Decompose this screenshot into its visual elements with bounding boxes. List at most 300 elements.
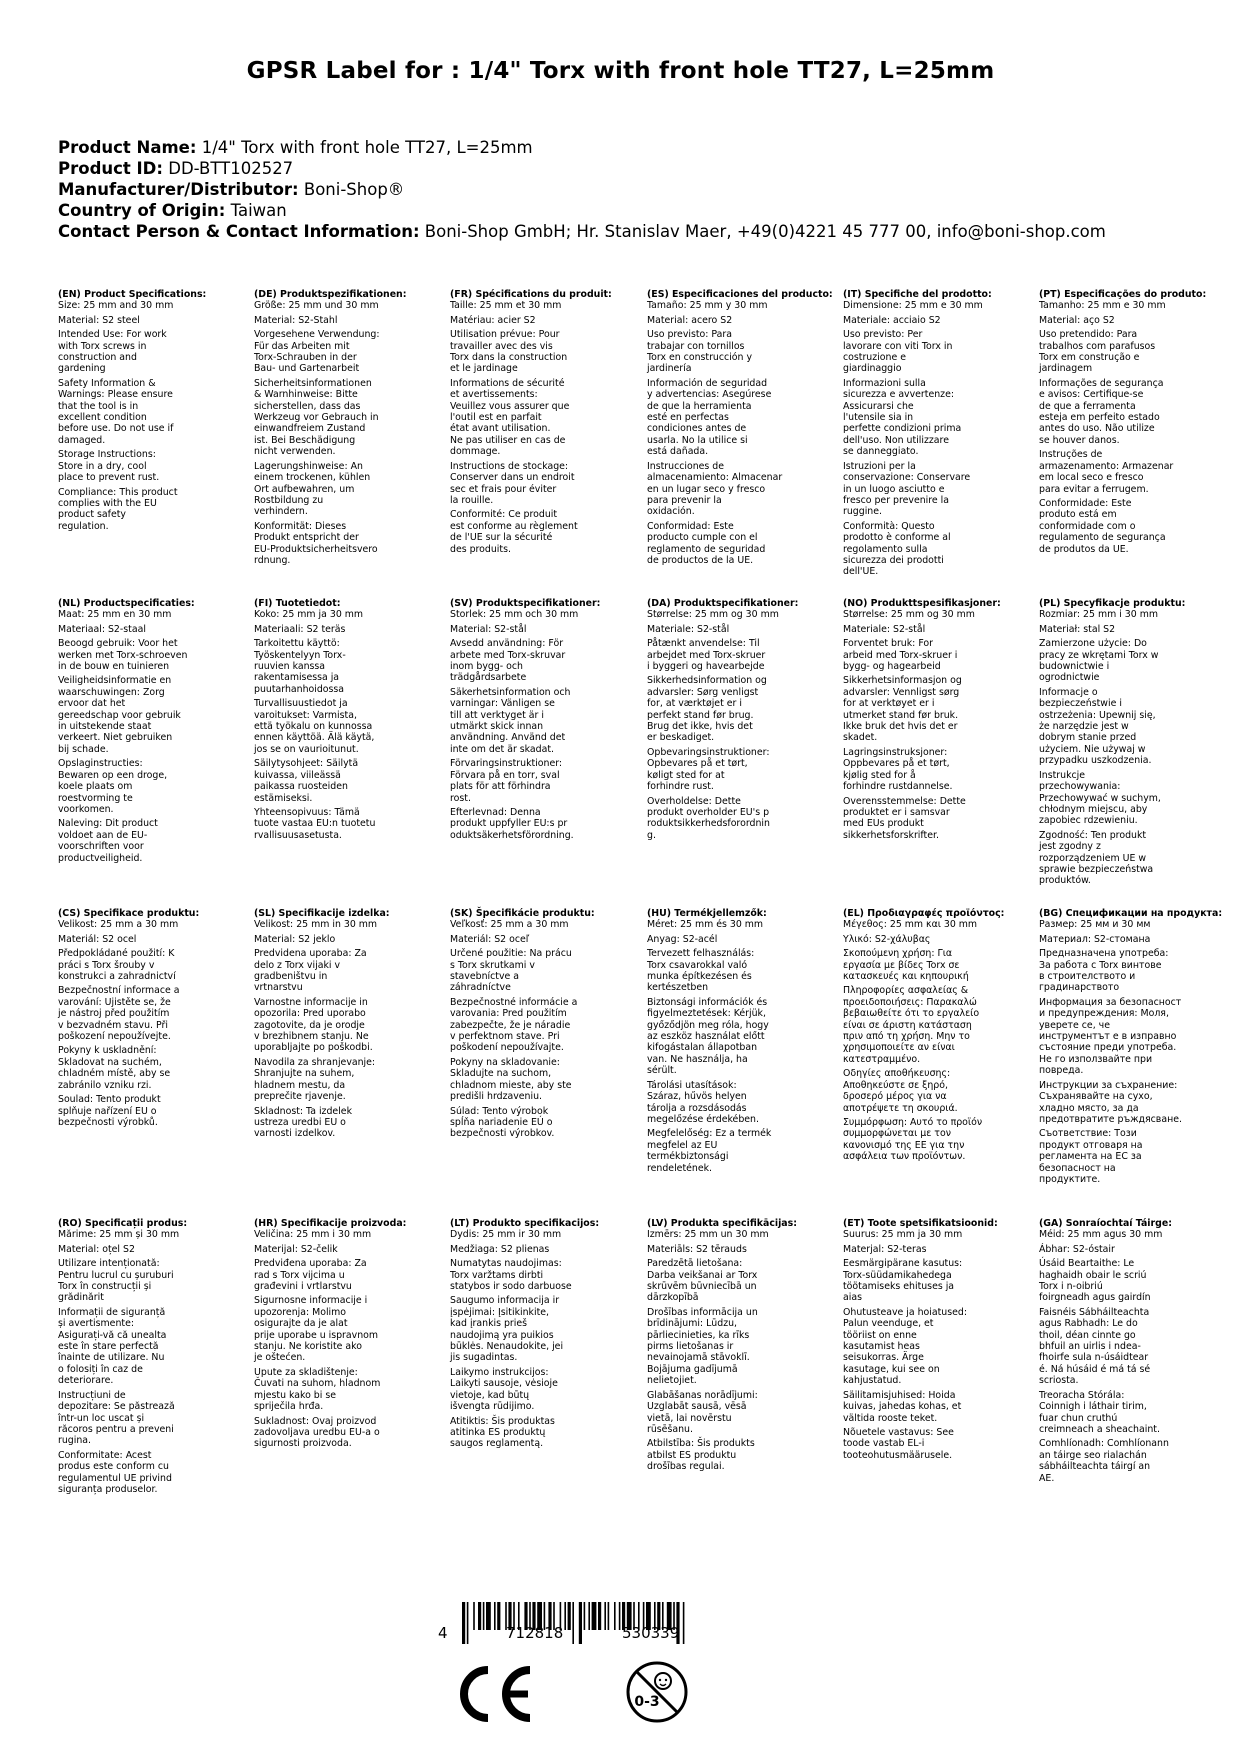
spec-line: agus Rabhadh: Le do [1039,1318,1138,1330]
spec-line: безопасност на [1039,1162,1116,1174]
spec-line: продукт отговаря на [1039,1139,1143,1151]
spec-line: construction and [58,352,137,364]
spec-line: Instrukcje [1039,769,1086,781]
spec-line: Laikyti sausoje, vėsioje [450,1378,558,1390]
spec-line: zagotovite, da je orodje [254,1019,365,1031]
spec-line: Overholdelse: Dette [647,795,741,807]
spec-line: Materiale: S2-stål [843,623,926,635]
spec-line: armazenamento: Armazenar [1039,460,1174,472]
spec-line: състояние преди употреба. [1039,1042,1177,1054]
spec-line: je nástroj před použitím [58,1008,170,1020]
spec-line: preprečite rjavenje. [254,1091,346,1103]
spec-line: Předpokládané použití: K [58,948,175,960]
spec-line: køligt sted for at [647,769,725,781]
spec-line: Σκοπούμενη χρήση: Για [843,948,953,960]
age-range-label: 0-3 [634,1694,660,1710]
spec-line: kasutage, kui see on [843,1363,940,1375]
spec-block [843,598,1031,841]
spec-line: giardinaggio [843,363,902,375]
spec-line: varnosti izdelkov. [254,1128,336,1140]
spec-line: Förvara på en torr, sval [450,769,560,781]
spec-line: Efterlevnad: Denna [450,806,541,818]
spec-line: varování: Ujistěte se, že [58,996,171,1008]
spec-line: trabalhos com parafusos [1039,340,1156,352]
spec-heading: (LV) Produkta specifikācijas: [647,1218,797,1229]
spec-line: werken met Torx-schroeven [58,649,188,661]
spec-line: Bezpečnostné informácie a [450,996,578,1008]
spec-line: Tárolási utasítások: [647,1079,737,1091]
spec-block [450,908,638,1140]
spec-block [58,598,246,864]
spec-line: Ikke bruk det hvis det er [843,721,958,733]
spec-line: Conformidad: Este [647,520,734,532]
spec-line: rendeletének. [647,1162,713,1174]
spec-line: konstrukci a zahradnictví [58,971,176,983]
spec-line: Utilisation prévue: Pour [450,329,560,341]
spec-line: bezpieczeństwie i [1039,698,1122,710]
spec-line: varoitukset: Varmista, [254,709,357,721]
spec-line: sicurezza dei prodotti [843,554,944,566]
spec-line: Compliance: This product [58,486,178,498]
spec-line: uporabljajte po poškodbi. [254,1042,373,1054]
spec-line: vältida rooste teket. [843,1412,938,1424]
spec-line: Veličina: 25 mm i 30 mm [254,1229,372,1241]
spec-block [58,289,246,532]
spec-line: Säilytysohjeet: Säilytä [254,758,359,770]
spec-line: Ábhar: S2-óstair [1039,1243,1115,1255]
spec-line: Sikkerhedsinformation og [647,675,767,687]
spec-line: jis sugadintas. [450,1352,518,1364]
not-for-children-icon [625,1660,689,1724]
spec-line: producto cumple con el [647,532,758,544]
spec-line: Informacje o [1039,686,1098,698]
spec-line: Varnostne informacije in [254,996,368,1008]
spec-line: Ort aufbewahren, um [254,483,355,495]
spec-line: Υλικό: S2-χάλυβας [843,933,931,945]
spec-line: инструментът е в изправно [1039,1031,1177,1043]
info-label: Product Name: [58,138,197,157]
spec-line: pracy ze wkrętami Torx w [1039,649,1159,661]
spec-line: est conforme au règlement [450,520,578,532]
spec-line: advarsler: Sørg venligst [647,686,759,698]
spec-line: Saugumo informacija ir [450,1295,560,1307]
spec-line: Uzglabāt sausā, vēsā [647,1401,747,1413]
spec-line: Méret: 25 mm és 30 mm [647,919,764,931]
spec-line: Atitiktis: Šis produktas [450,1415,555,1427]
spec-line: Bezpečnostní informace a [58,985,180,997]
spec-line: Medžiaga: S2 plienas [450,1243,550,1255]
spec-line: Conformità: Questo [843,520,935,532]
spec-line: građevini i vrtlarstvu [254,1281,352,1293]
spec-line: AE. [1039,1472,1055,1484]
spec-line: Drošības informācija un [647,1306,758,1318]
spec-line: Megfelelőség: Ez a termék [647,1128,772,1140]
spec-line: Størrelse: 25 mm og 30 mm [843,609,975,621]
spec-line: regolamento sulla [843,543,928,555]
spec-line: Dydis: 25 mm ir 30 mm [450,1229,562,1241]
spec-line: dell'uso. Non utilizzare [843,434,949,446]
spec-line: gradbeništvu in [254,971,328,983]
spec-line: dell'UE. [843,566,879,578]
spec-heading: (DA) Produktspecifikationer: [647,598,799,609]
spec-line: Uso pretendido: Para [1039,329,1138,341]
spec-line: naudojimą yra puikios [450,1329,554,1341]
spec-heading: (ET) Toote spetsifikatsioonid: [843,1218,998,1229]
spec-line: v bezvadném stavu. Při [58,1019,168,1031]
spec-block [647,1218,835,1473]
spec-line: sicherstellen, dass das [254,400,361,412]
spec-line: forhindre rustdannelse. [843,781,953,793]
spec-line: é. Ná húsáid é má tá sé [1039,1363,1151,1375]
spec-line: rvallisuusasetusta. [254,829,342,841]
spec-line: produs este conform cu [58,1461,169,1473]
spec-line: Száraz, hűvös helyen [647,1091,747,1103]
spec-line: Tarkoitettu käyttö: [254,638,340,650]
spec-line: ogrodnictwie [1039,672,1100,684]
spec-heading: (NO) Produkttspesifikasjoner: [843,598,1001,609]
spec-line: győződjön meg róla, hogy [647,1019,769,1031]
spec-line: αποτρέψετε τη σκουριά. [843,1102,958,1114]
spec-block [1039,908,1227,1185]
spec-line: Mărime: 25 mm și 30 mm [58,1229,180,1241]
spec-line: lavorare con viti Torx in [843,340,953,352]
spec-line: spriječila hrđa. [254,1401,324,1413]
spec-line: jardinagem [1039,363,1093,375]
spec-line: предотвратите ръждясване. [1039,1113,1182,1125]
spec-line: ostrzeżenia: Upewnij się, [1039,709,1156,721]
spec-line: voorkomen. [58,803,114,815]
spec-line: Veiligheidsinformatie en [58,675,172,687]
spec-line: o folosiți în caz de [58,1363,143,1375]
spec-line: in uitstekende staat [58,721,152,733]
barcode-digits [438,1624,738,1644]
spec-line: išvengta rūdijimo. [450,1401,535,1413]
spec-line: Instruções de [1039,449,1103,461]
spec-line: product safety [58,509,126,521]
spec-heading: (EN) Product Specifications: [58,289,207,300]
spec-line: till att verktyget är i [450,709,544,721]
spec-line: perfette condizioni prima [843,423,962,435]
spec-line: siguranța produselor. [58,1483,158,1495]
spec-line: stavebníctve a [450,971,519,983]
spec-line: jest zgodny z [1039,841,1101,853]
spec-line: Не го използвайте при [1039,1053,1153,1065]
spec-line: Shranjujte na suhem, [254,1068,355,1080]
spec-line: waarschuwingen: Zorg [58,686,165,698]
spec-line: gardening [58,363,106,375]
spec-line: Materiāls: S2 tērauds [647,1243,747,1255]
spec-line: συμμορφώνεται με τον [843,1128,951,1140]
spec-block [843,908,1031,1163]
spec-line: foirgneadh agus gairdín [1039,1292,1151,1304]
spec-line: Yhteensopivuus: Tämä [254,806,360,818]
spec-line: with Torx screws in [58,340,147,352]
spec-line: Numatytas naudojimas: [450,1258,562,1270]
spec-line: Predviđena uporaba: Za [254,1258,367,1270]
spec-line: estämiseksi. [254,792,313,804]
spec-line: sec et frais pour éviter [450,483,557,495]
spec-line: brīdinājumi: Lūdzu, [647,1318,738,1330]
spec-line: Materiał: stal S2 [1039,623,1116,635]
spec-line: Przechowywać w suchym, [1039,792,1161,804]
spec-line: Tamaño: 25 mm y 30 mm [647,300,768,312]
spec-line: skadet. [843,732,878,744]
spec-line: fresco per prevenire la [843,494,949,506]
spec-line: Atbilstība: Šis produkts [647,1438,755,1450]
spec-line: arbejdet med Torx-skruer [647,649,766,661]
spec-line: Materjal: S2-teras [843,1243,927,1255]
spec-line: būklės. Nenaudokite, jei [450,1341,564,1353]
spec-line: Materiál: S2 oceľ [450,933,530,945]
spec-line: Предназначена употреба: [1039,948,1169,960]
spec-line: chladnom mieste, aby ste [450,1079,572,1091]
spec-line: kjølig sted for å [843,769,916,781]
spec-line: продуктите. [1039,1173,1101,1185]
spec-line: e avisos: Certifique-se [1039,389,1144,401]
spec-line: roestvorming te [58,792,133,804]
spec-line: prodotto è conforme al [843,532,951,544]
spec-line: Съответствие: Този [1039,1128,1137,1140]
spec-line: Comhlíonadh: Comhlíonann [1039,1438,1169,1450]
spec-line: vrtnarstvu [254,982,303,994]
spec-line: scriosta. [1039,1375,1079,1387]
spec-line: nelietojiet. [647,1375,697,1387]
spec-line: Οδηγίες αποθήκευσης: [843,1068,951,1080]
spec-line: tööriist on enne [843,1329,917,1341]
spec-line: Suurus: 25 mm ja 30 mm [843,1229,963,1241]
spec-line: Sukladnost: Ovaj proizvod [254,1415,377,1427]
spec-line: atitinka ES produktų [450,1426,546,1438]
spec-line: Informații de siguranță [58,1306,166,1318]
spec-line: einem trockenen, kühlen [254,472,371,484]
spec-line: Materijal: S2-čelik [254,1243,338,1255]
spec-line: Produkt entspricht der [254,532,359,544]
spec-line: Materiaal: S2-staal [58,623,146,635]
spec-line: atbilst ES produktu [647,1449,737,1461]
spec-line: Glabāšanas norādījumi: [647,1389,758,1401]
spec-line: Material: acero S2 [647,314,733,326]
spec-line: thoil, déan cinnte go [1039,1329,1136,1341]
spec-line: Naleving: Dit product [58,818,158,830]
spec-line: Úsáid Beartaithe: Le [1039,1258,1135,1270]
spec-line: Conformité: Ce produit [450,509,558,521]
spec-line: nevainojamā stāvoklī. [647,1352,750,1364]
spec-line: fhoirfe sula n-úsáidtear [1039,1352,1149,1364]
spec-line: Brug det ikke, hvis det [647,721,753,733]
spec-line: hladnem mestu, da [254,1079,346,1091]
spec-heading: (CS) Specifikace produktu: [58,908,200,919]
spec-line: Informações de segurança [1039,377,1164,389]
spec-line: Dimensione: 25 mm e 30 mm [843,300,983,312]
spec-line: bezpečnosti výrobků. [58,1116,158,1128]
spec-line: haghaidh obair le scriú [1039,1269,1147,1281]
spec-line: Bewaren op een droge, [58,769,168,781]
spec-line: este în stare perfectă [58,1341,159,1353]
spec-line: para evitar a ferrugem. [1039,483,1149,495]
spec-line: κατεστραμμένο. [843,1053,921,1065]
spec-line: état avant utilisation. [450,423,551,435]
spec-line: bezpečnosti výrobkov. [450,1128,555,1140]
spec-line: está dañada. [647,446,709,458]
spec-line: arbeid med Torx-skruer i [843,649,958,661]
spec-line: Información de seguridad [647,377,768,389]
spec-line: arbete med Torx-skruvar [450,649,566,661]
spec-line: βεβαιωθείτε ότι το εργαλείο [843,1008,980,1020]
spec-line: przechowywania: [1039,781,1121,793]
spec-block [647,289,835,566]
spec-line: Veľkosť: 25 mm a 30 mm [450,919,569,931]
spec-line: Zamierzone użycie: Do [1039,638,1147,650]
spec-line: med EUs produkt [843,818,924,830]
spec-line: opozorila: Pred uporabo [254,1008,366,1020]
spec-line: regulamento de segurança [1039,532,1166,544]
spec-heading: (RO) Specificații produs: [58,1218,188,1229]
spec-line: είναι σε άριστη κατάσταση [843,1019,972,1031]
spec-line: Информация за безопасност [1039,996,1182,1008]
spec-heading: (SL) Specifikacije izdelka: [254,908,390,919]
spec-line: osigurajte da je alat [254,1318,348,1330]
spec-line: Size: 25 mm and 30 mm [58,300,174,312]
spec-line: Warnings: Please ensure [58,389,173,401]
spec-line: trabajar con tornillos [647,340,745,352]
spec-line: Forventet bruk: For [843,638,933,650]
spec-line: depozitare: Se păstrează [58,1401,175,1413]
spec-line: Opbevares på et tørt, [647,758,748,770]
spec-line: l'outil est en parfait [450,412,542,424]
spec-line: Rostbildung zu [254,494,324,506]
spec-line: et avertissements: [450,389,538,401]
spec-line: Maat: 25 mm en 30 mm [58,609,172,621]
spec-line: Sigurnosne informacije i [254,1295,368,1307]
spec-line: utmärkt skick innan [450,721,544,733]
spec-heading: (EL) Προδιαγραφές προϊόντος: [843,908,1005,919]
spec-line: regulamentul UE privind [58,1472,172,1484]
spec-line: that the tool is in [58,400,139,412]
spec-line: sábháilteachta táirgí an [1039,1461,1151,1473]
spec-line: rugina. [58,1435,92,1447]
spec-line: Matériau: acier S2 [450,314,536,326]
spec-line: Torx-Schrauben in der [254,352,357,364]
spec-line: záhradníctve [450,982,511,994]
spec-line: van. Ne használja, ha [647,1053,748,1065]
spec-line: Материал: S2-стомана [1039,933,1151,945]
spec-line: la rouille. [450,494,494,506]
spec-line: Påtænkt anvendelse: Til [647,638,760,650]
spec-line: Größe: 25 mm und 30 mm [254,300,379,312]
spec-line: Storlek: 25 mm och 30 mm [450,609,579,621]
barcode-digit-1: 4 [438,1624,448,1642]
spec-line: Instructions de stockage: [450,460,569,472]
spec-block [254,908,442,1140]
spec-line: Paredzētā lietošana: [647,1258,743,1270]
spec-line: termékbiztonsági [647,1151,729,1163]
info-row [58,179,1106,200]
product-info [58,137,1106,242]
spec-line: tooteohutusmäärusele. [843,1449,953,1461]
spec-line: produkt overholder EU's p [647,806,770,818]
spec-heading: (FI) Tuotetiedot: [254,598,341,609]
spec-line: complies with the EU [58,497,157,509]
spec-line: pirms lietošanas ir [647,1341,734,1353]
spec-line: excellent condition [58,412,147,424]
spec-line: nicht verwenden. [254,446,336,458]
spec-line: s Torx skrutkami v [450,959,535,971]
spec-line: Velikost: 25 mm in 30 mm [254,919,378,931]
spec-line: Intended Use: For work [58,329,167,341]
spec-line: Werkzeug vor Gebrauch in [254,412,379,424]
spec-line: ervoor dat het [58,698,126,710]
spec-line: χρησιμοποιείτε αν είναι [843,1042,955,1054]
spec-line: poškodení nepoužívajte. [450,1042,564,1054]
spec-line: einwandfreiem Zustand [254,423,366,435]
spec-line: προειδοποιήσεις: Παρακαλώ [843,996,977,1008]
spec-line: dobrym stanie przed [1039,732,1137,744]
spec-line: градинарството [1039,982,1120,994]
spec-line: kad įrankis prieš [450,1318,528,1330]
spec-line: zabezpečte, že je náradie [450,1019,571,1031]
spec-line: usarla. No la utilice si [647,434,748,446]
spec-block [58,908,246,1128]
spec-line: for at verktøyet er i [843,698,935,710]
spec-heading: (IT) Specifiche del prodotto: [843,289,992,300]
spec-line: ασφάλεια των προϊόντων. [843,1151,966,1163]
spec-line: in un luogo asciutto e [843,483,945,495]
spec-line: dommage. [450,446,501,458]
spec-block [254,1218,442,1450]
spec-line: Laikymo instrukcijos: [450,1366,549,1378]
spec-block [58,1218,246,1495]
spec-line: Ohutusteave ja hoiatused: [843,1306,967,1318]
spec-line: Anyag: S2-acél [647,933,718,945]
spec-heading: (BG) Спецификации на продукта: [1039,908,1223,919]
spec-line: budownictwie i [1039,661,1110,673]
spec-line: kuivas, jahedas kohas, et [843,1401,962,1413]
spec-heading: (HR) Specifikacije proizvoda: [254,1218,407,1229]
spec-line: Opbevaringsinstruktioner: [647,746,770,758]
barcode-digit-3: 530339 [622,1624,680,1642]
spec-line: forhindre rust. [647,781,714,793]
spec-line: Størrelse: 25 mm og 30 mm [647,609,779,621]
spec-line: grădinărit [58,1292,104,1304]
spec-line: jardinería [647,363,692,375]
spec-line: Nõuetele vastavus: See [843,1426,954,1438]
spec-line: За работа с Torx винтове [1039,959,1162,971]
spec-line: produkt uppfyller EU:s pr [450,818,568,830]
spec-block [647,908,835,1174]
spec-line: zabránilo vzniku rzi. [58,1079,152,1091]
spec-line: Συμμόρφωση: Αυτό το προϊόν [843,1116,983,1128]
spec-line: se danneggiato. [843,446,919,458]
spec-line: Αποθηκεύστε σε ξηρό, [843,1079,948,1091]
spec-line: oduktsäkerhetsförordning. [450,829,574,841]
spec-line: reglamento de seguridad [647,543,766,555]
spec-line: productveiligheid. [58,852,143,864]
spec-line: ustreza uredbi EU o [254,1116,346,1128]
spec-line: Torx en construcción y [647,352,752,364]
spec-line: se houver danos. [1039,434,1120,446]
spec-line: Čuvati na suhom, hladnom [254,1378,381,1390]
spec-line: in de bouw en tuinieren [58,661,170,673]
spec-line: vietā, lai novērstu [647,1412,732,1424]
spec-line: rūsēšanu. [647,1423,693,1435]
spec-line: pārliecinieties, ka rīks [647,1329,750,1341]
spec-line: Säkerhetsinformation och [450,686,571,698]
spec-line: Navodila za shranjevanje: [254,1056,376,1068]
spec-line: Torx-süüdamikahedega [843,1269,952,1281]
spec-line: for, at værktøjet er i [647,698,742,710]
barcode-digit-2: 712818 [506,1624,564,1642]
spec-line: paikassa ruosteiden [254,781,348,793]
